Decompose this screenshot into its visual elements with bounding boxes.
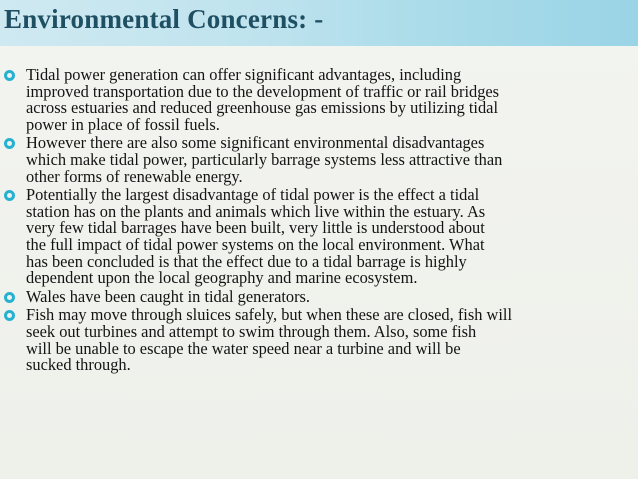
bullet-list xyxy=(0,67,638,376)
bullet-line: very few tidal barrages have been built, very little is understood about xyxy=(26,218,485,238)
bullet-line: has been concluded is that the effect due to a tidal barrage is highly xyxy=(26,251,467,271)
bullet-ring-icon xyxy=(4,310,15,321)
bullet-line: Tidal power generation can offer significant advantages, including xyxy=(26,65,462,84)
bullet-line: will be unable to escape the water speed near a turbine and will be xyxy=(26,338,461,358)
bullet-line: Wales have been caught in tidal generators. xyxy=(26,286,311,306)
slide-title: Environmental Concerns: - xyxy=(4,4,324,34)
bullet-line: However there are also some significant environmental disadvantages xyxy=(26,133,485,153)
bullet-line: Potentially the largest disadvantage of tidal power is the effect a tidal xyxy=(26,185,480,205)
bullet-line: the full impact of tidal power systems on the local environment. What xyxy=(26,234,485,254)
bullet-line: which make tidal power, particularly barrage systems less attractive than xyxy=(26,149,503,169)
bullet-ring-icon xyxy=(4,292,15,303)
bullet-line: across estuaries and reduced greenhouse gas emissions by utilizing tidal xyxy=(26,98,499,118)
bullet-ring-icon xyxy=(4,190,15,201)
bullet-item xyxy=(0,286,638,306)
bullet-line: improved transportation due to the development of traffic or rail bridges xyxy=(26,81,500,101)
bullet-line: station has on the plants and animals which live within the estuary. As xyxy=(26,201,486,221)
bullet-line: sucked through. xyxy=(26,355,131,375)
bullet-item xyxy=(0,135,638,185)
bullet-item xyxy=(0,67,638,133)
bullet-line: power in place of fossil fuels. xyxy=(26,114,220,134)
bullet-line: other forms of renewable energy. xyxy=(26,166,243,186)
title-band xyxy=(0,0,638,46)
bullet-line: dependent upon the local geography and marine ecosystem. xyxy=(26,268,418,288)
bullet-line: Fish may move through sluices safely, but when these are closed, fish will xyxy=(26,305,513,325)
bullet-item xyxy=(0,307,638,373)
bullet-item xyxy=(0,187,638,287)
bullet-ring-icon xyxy=(4,138,15,149)
bullet-ring-icon xyxy=(4,70,15,81)
bullet-line: seek out turbines and attempt to swim through them. Also, some fish xyxy=(26,321,477,341)
